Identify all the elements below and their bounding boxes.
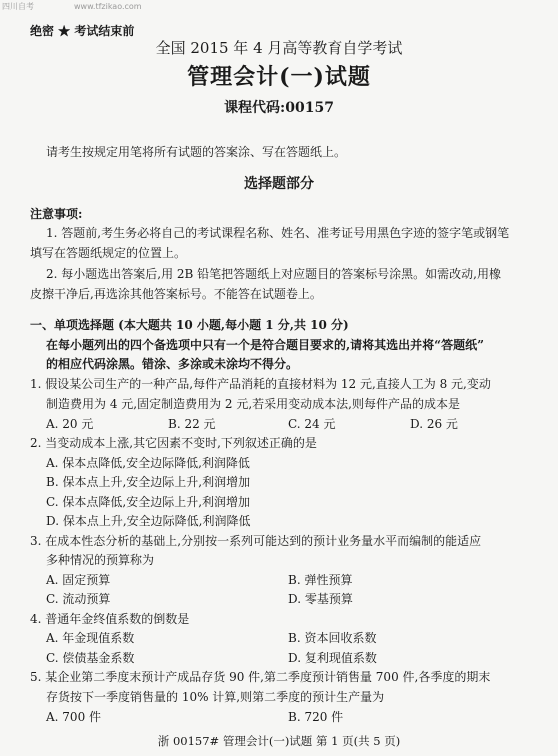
question-2-line-1: 2. 当变动成本上涨,其它因素不变时,下列叙述正确的是 [30,436,317,450]
question-5-line-1: 5. 某企业第二季度末预计产成品存货 90 件,第二季度预计销售量 700 件,各季度的期末 [30,670,491,684]
paper-title: 管理会计(一)试题 [187,64,371,90]
note-1-line-2: 填写在答题纸规定的位置上。 [30,246,187,260]
question-1-line-1: 1. 假设某公司生产的一种产品,每件产品消耗的直接材料为 12 元,直接人工为 8 元,变动 [30,377,491,391]
question-3-option-c: C. 流动预算 [46,592,111,606]
part1-instruction-1: 在每小题列出的四个备选项中只有一个是符合题目要求的,请将其选出并将“答题纸” [46,338,484,352]
question-3-line-1: 3. 在成本性态分析的基础上,分别按一系列可能达到的预计业务量水平而编制的能适应 [30,534,482,548]
question-3-option-a: A. 固定预算 [46,573,111,587]
question-1-option-c: C. 24 元 [288,417,336,431]
page-footer [0,733,558,749]
watermark [2,1,142,12]
question-4-option-c: C. 偿债基金系数 [46,651,135,665]
note-2-line-1: 2. 每小题选出答案后,用 2B 铅笔把答题纸上对应题目的答案标号涂黑。如需改动,用橡 [46,267,501,281]
question-1-line-2: 制造费用为 4 元,固定制造费用为 2 元,若采用变动成本法,则每件产品的成本是 [46,397,460,411]
part1-heading: 一、单项选择题 (本大题共 10 小题,每小题 1 分,共 10 分) [30,318,349,332]
question-4-option-d: D. 复利现值系数 [288,651,377,665]
question-5-line-2: 存货按下一季度销售量的 10% 计算,则第二季度的预计生产量为 [46,690,385,704]
question-4-line-1: 4. 普通年金终值系数的倒数是 [30,612,190,626]
question-2-option-a: A. 保本点降低,安全边际降低,利润降低 [46,456,250,470]
notes-heading: 注意事项: [30,207,83,221]
question-2-option-b: B. 保本点上升,安全边际上升,利润增加 [46,475,251,489]
intro-text: 请考生按规定用笔将所有试题的答案涂、写在答题纸上。 [46,145,347,159]
note-2-line-2: 皮擦干净后,再选涂其他答案标号。不能答在试题卷上。 [30,287,322,301]
section-title: 选择题部分 [244,176,314,192]
question-1-option-d: D. 26 元 [410,417,458,431]
exam-title: 全国 2015 年 4 月高等教育自学考试 [155,39,403,57]
question-1-option-a: A. 20 元 [46,417,94,431]
course-code: 课程代码:00157 [224,100,334,116]
question-2-option-d: D. 保本点上升,安全边际降低,利润降低 [46,514,251,528]
question-5-option-b: B. 720 件 [288,710,344,724]
question-2-option-c: C. 保本点降低,安全边际上升,利润增加 [46,495,251,509]
question-3-option-d: D. 零基预算 [288,592,353,606]
footer-text: 浙 00157# 管理会计(一)试题 第 1 页(共 5 页) [157,734,401,748]
watermark-url: www.tfzikao.com [74,2,142,11]
question-3-line-2: 多种情况的预算称为 [46,553,155,567]
part1-instruction-2: 的相应代码涂黑。错涂、多涂或未涂均不得分。 [46,357,299,371]
question-4-option-a: A. 年金现值系数 [46,631,135,645]
question-5-option-a: A. 700 件 [46,710,102,724]
note-1-line-1: 1. 答题前,考生务必将自己的考试课程名称、姓名、准考证号用黑色字迹的签字笔或钢笔 [46,226,510,240]
question-1-option-b: B. 22 元 [168,417,216,431]
confidential-label: 绝密 ★ 考试结束前 [30,24,135,38]
question-3-option-b: B. 弹性预算 [288,573,353,587]
watermark-site: 四川自考 [2,2,34,11]
question-4-option-b: B. 资本回收系数 [288,631,377,645]
